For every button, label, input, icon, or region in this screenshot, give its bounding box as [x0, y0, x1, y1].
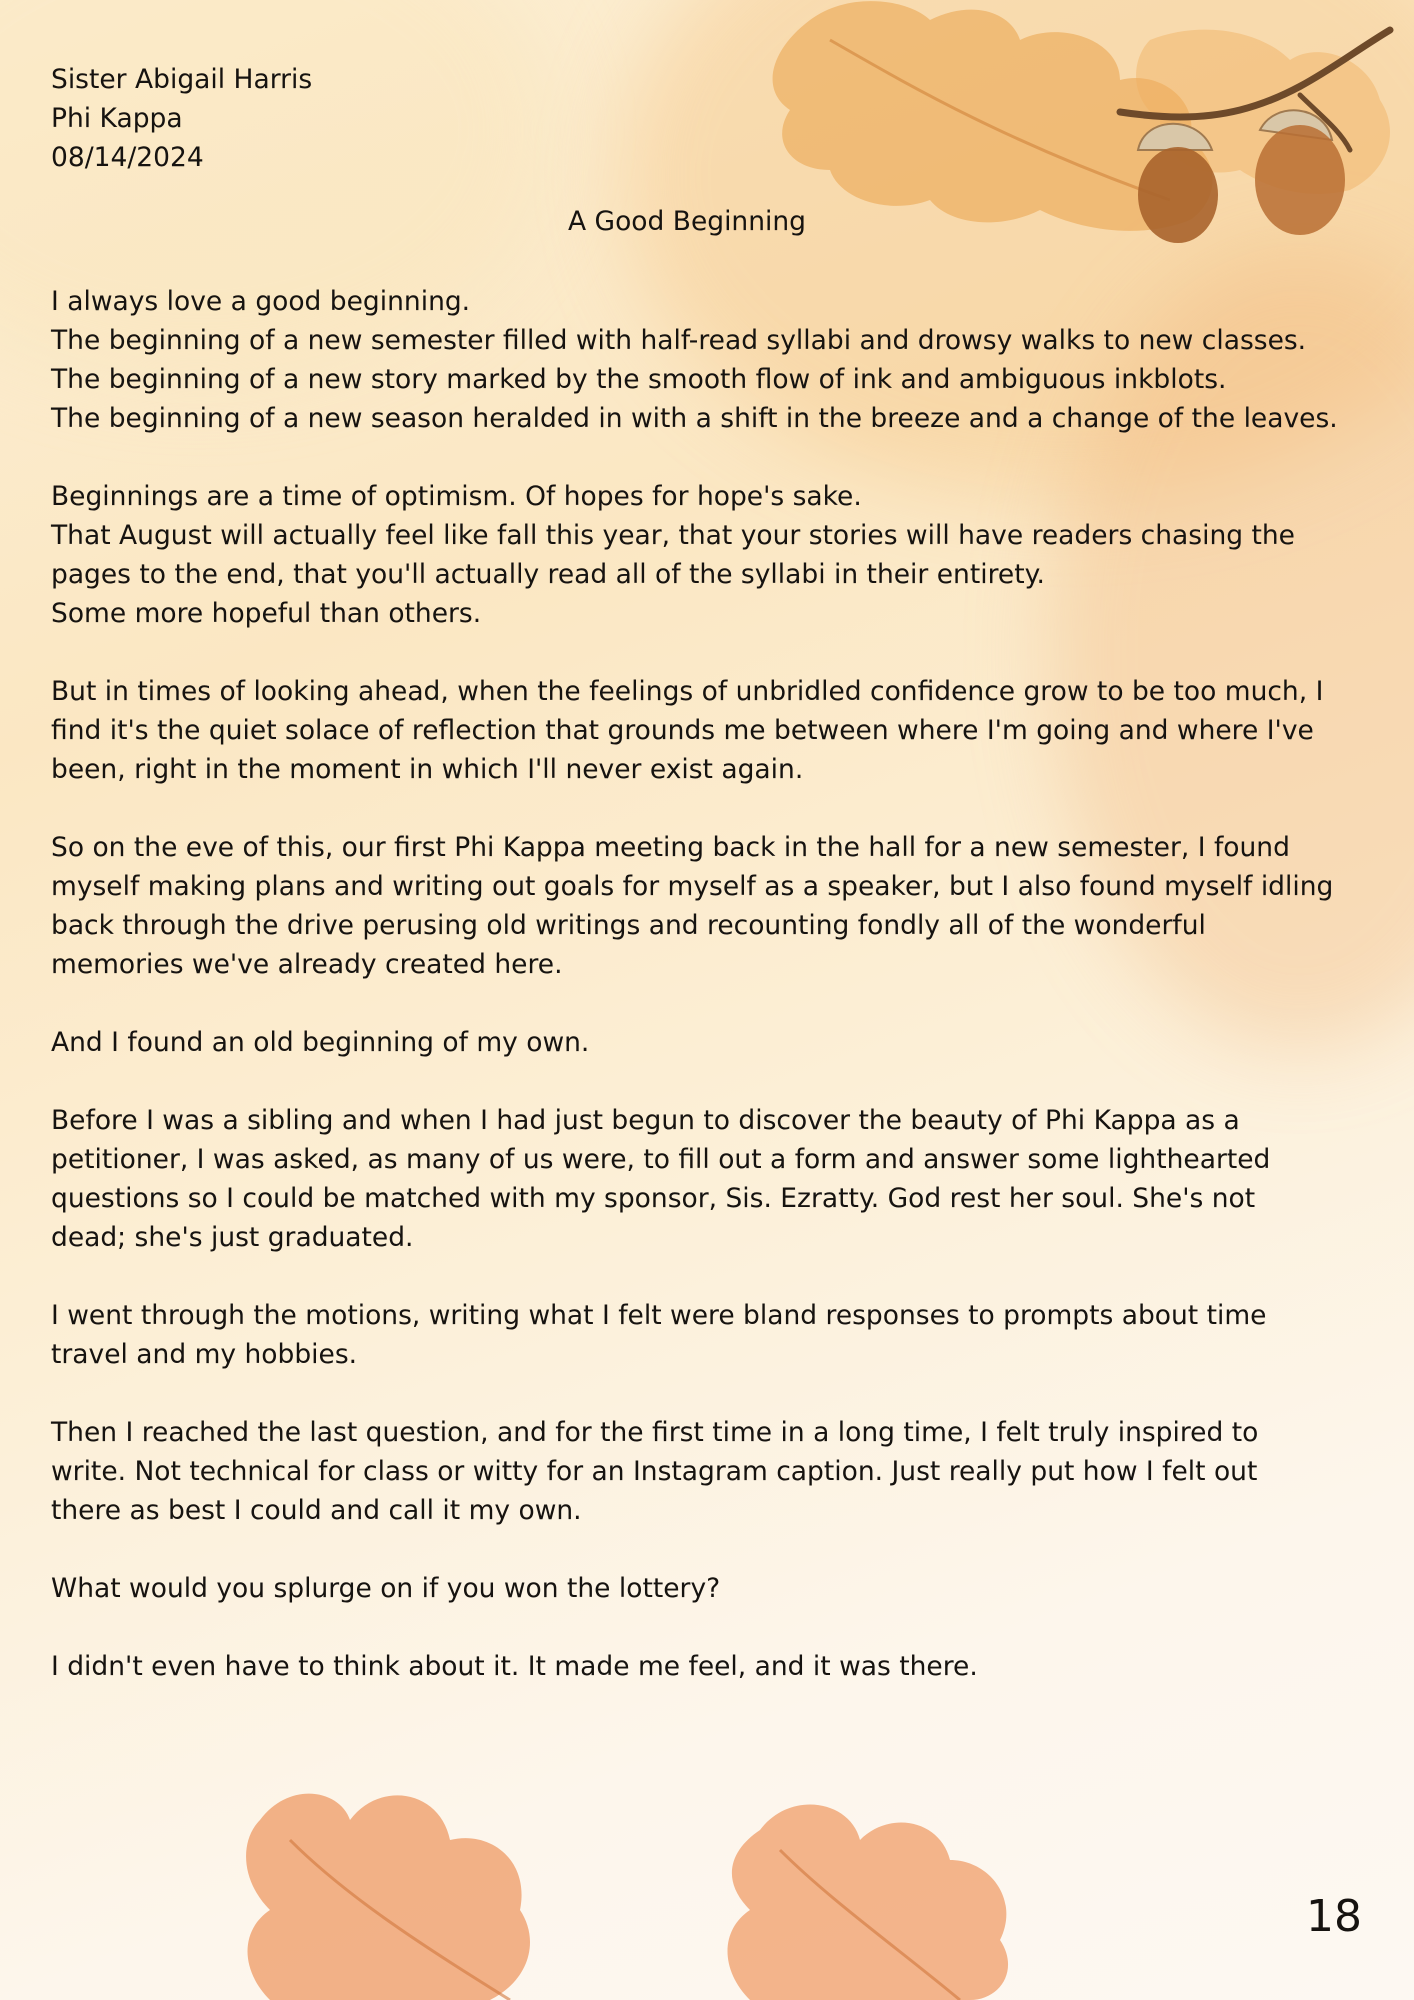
text-line: The beginning of a new story marked by the smooth flow of ink and ambiguous inkblots. — [51, 364, 1227, 395]
text-line: The beginning of a new semester filled with half-read syllabi and drowsy walks to new classes. — [51, 325, 1307, 356]
text-line: been, right in the moment in which I'll never exist again. — [51, 754, 804, 785]
document-title: A Good Beginning — [568, 206, 806, 237]
paragraph — [51, 477, 1351, 633]
text-line: find it's the quiet solace of reflection that grounds me between where I'm going and where I've — [51, 715, 1314, 746]
chapter-name: Phi Kappa — [51, 103, 183, 134]
autumn-leaf-decoration — [720, 1790, 1020, 2000]
paragraph — [51, 672, 1351, 789]
text-line: dead; she's just graduated. — [51, 1222, 414, 1253]
page-number: 18 — [1306, 1891, 1362, 1942]
essay-body — [51, 282, 1351, 1686]
text-line: But in times of looking ahead, when the feelings of unbridled confidence grow to be too much, I — [51, 676, 1324, 707]
text-line: petitioner, I was asked, as many of us were, to fill out a form and answer some lighthearted — [51, 1144, 1271, 1175]
text-line: there as best I could and call it my own. — [51, 1495, 582, 1526]
document-date: 08/14/2024 — [51, 142, 204, 173]
text-line: Then I reached the last question, and for the first time in a long time, I felt truly inspired to — [51, 1417, 1259, 1448]
text-line: So on the eve of this, our first Phi Kappa meeting back in the hall for a new semester, I found — [51, 832, 1290, 863]
author-block — [51, 60, 1351, 177]
text-line: back through the drive perusing old writings and recounting fondly all of the wonderful — [51, 910, 1206, 941]
text-line: I always love a good beginning. — [51, 286, 471, 317]
text-line: And I found an old beginning of my own. — [51, 1027, 590, 1058]
author-name: Sister Abigail Harris — [51, 64, 313, 95]
text-line: What would you splurge on if you won the lottery? — [51, 1573, 721, 1604]
text-line: I didn't even have to think about it. It made me feel, and it was there. — [51, 1651, 978, 1682]
text-line: pages to the end, that you'll actually read all of the syllabi in their entirety. — [51, 559, 1045, 590]
leaf-shape — [728, 1805, 1009, 2000]
text-line: The beginning of a new season heralded in with a shift in the breeze and a change of the leaves. — [51, 403, 1338, 434]
text-line: travel and my hobbies. — [51, 1339, 358, 1370]
text-line: I went through the motions, writing what I felt were bland responses to prompts about time — [51, 1300, 1267, 1331]
paragraph — [51, 1647, 1351, 1686]
text-line: Beginnings are a time of optimism. Of hopes for hope's sake. — [51, 481, 862, 512]
leaf-shape — [246, 1794, 530, 2000]
paragraph — [51, 282, 1351, 438]
autumn-leaf-decoration — [230, 1760, 560, 2000]
paragraph — [51, 1296, 1351, 1374]
paragraph — [51, 1413, 1351, 1530]
text-line: Before I was a sibling and when I had just begun to discover the beauty of Phi Kappa as a — [51, 1105, 1240, 1136]
document-content — [51, 60, 1351, 1725]
paragraph — [51, 828, 1351, 984]
text-line: Some more hopeful than others. — [51, 598, 482, 629]
text-line: memories we've already created here. — [51, 949, 563, 980]
text-line: myself making plans and writing out goals for myself as a speaker, but I also found myself idling — [51, 871, 1334, 902]
paragraph — [51, 1569, 1351, 1608]
paragraph — [51, 1101, 1351, 1257]
text-line: write. Not technical for class or witty for an Instagram caption. Just really put how I felt out — [51, 1456, 1258, 1487]
paragraph — [51, 1023, 1351, 1062]
text-line: That August will actually feel like fall this year, that your stories will have readers chasing the — [51, 520, 1295, 551]
text-line: questions so I could be matched with my sponsor, Sis. Ezratty. God rest her soul. She's not — [51, 1183, 1256, 1214]
